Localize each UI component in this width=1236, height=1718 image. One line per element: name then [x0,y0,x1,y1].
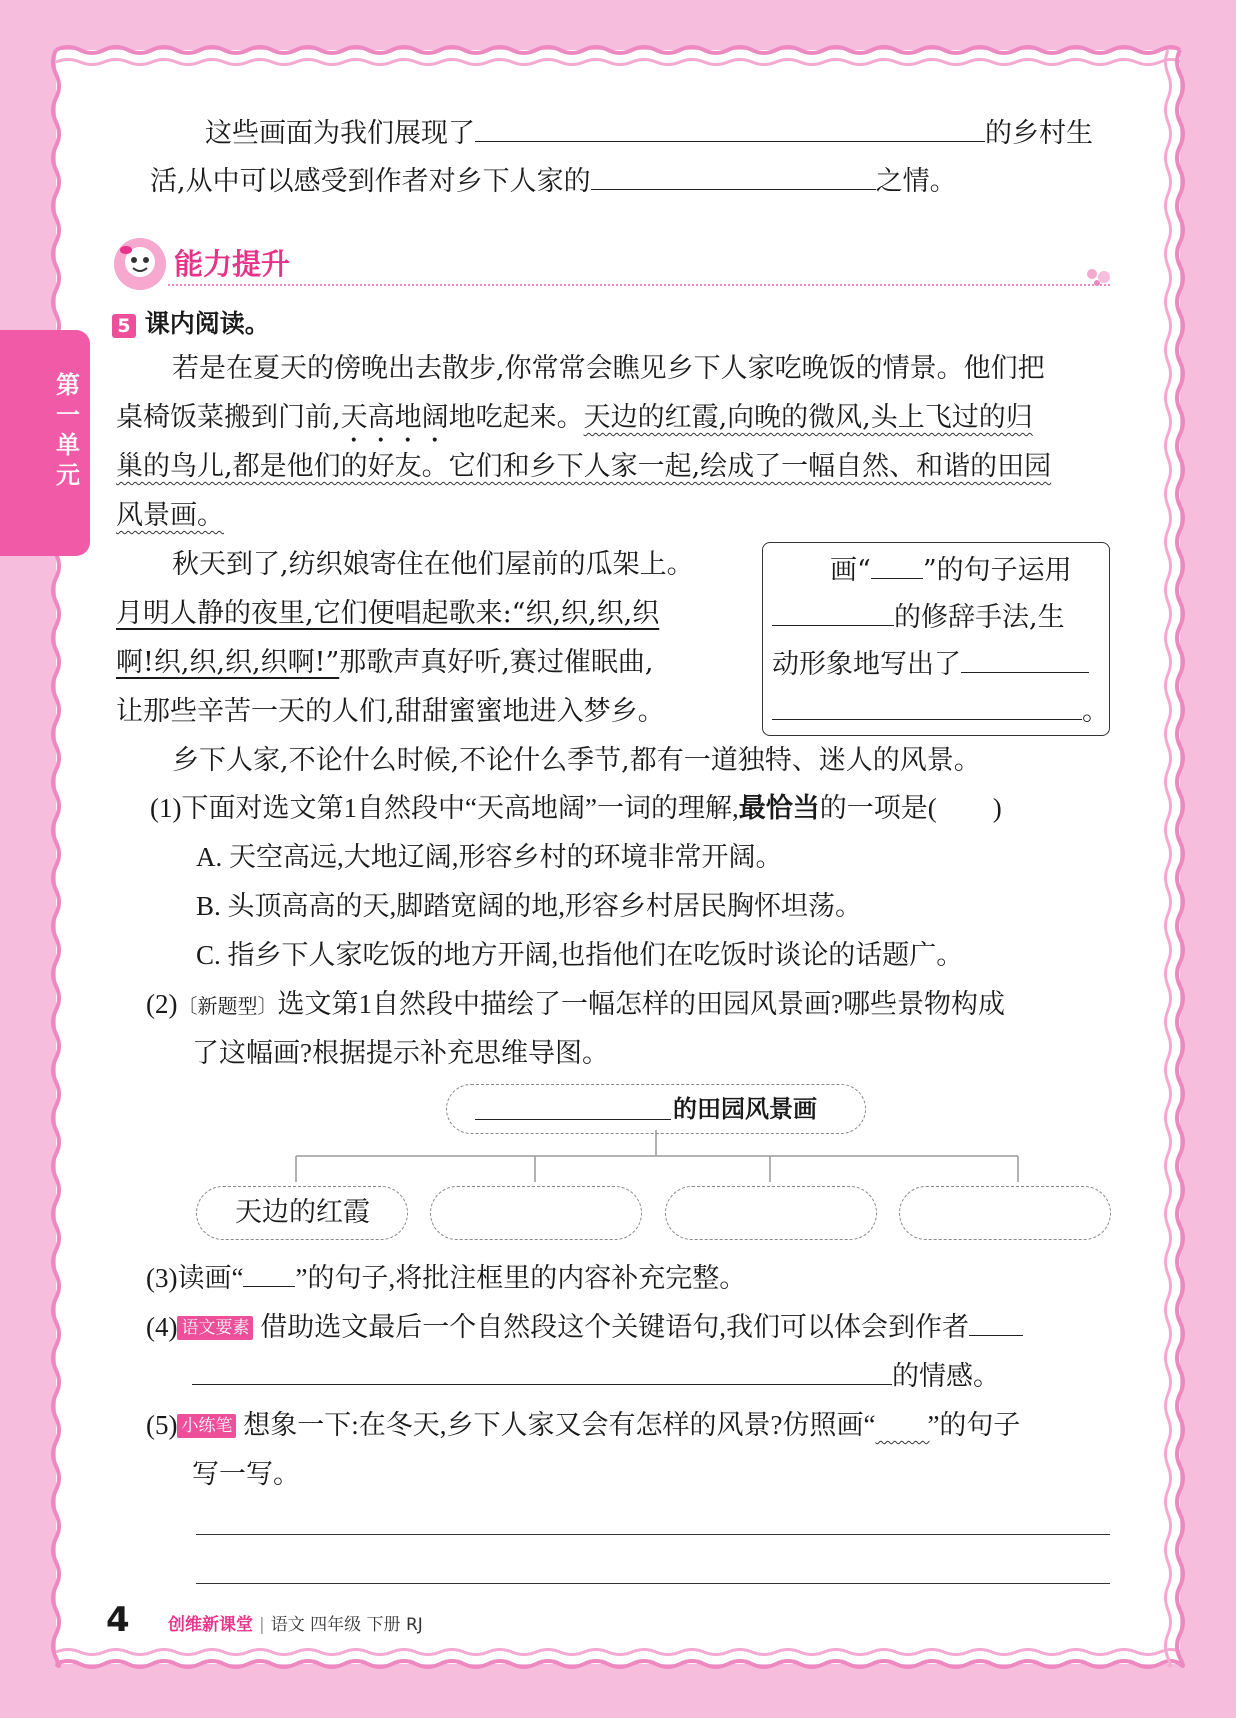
question-text: ”的句子,将批注框里的内容补充完整。 [295,1263,747,1293]
question-number: (5) [146,1410,178,1440]
answer-blank[interactable] [772,719,1082,720]
writing-line-2[interactable] [196,1583,1110,1584]
answer-blank[interactable] [591,189,876,190]
question-number: (2) [146,989,178,1019]
writing-line-1[interactable] [196,1534,1110,1535]
answer-blank[interactable] [961,672,1089,673]
mindmap-child-4[interactable] [899,1186,1111,1240]
mindmap-child-3[interactable] [665,1186,877,1240]
intro-line-2 [150,165,957,199]
unit-side-tab [0,330,90,556]
option-c[interactable]: C. 指乡下人家吃饭的地方开阔,也指他们在吃饭时谈论的话题广。 [196,940,964,970]
decor-dots-icon [1082,266,1114,288]
annotation-text: 。 [1082,696,1109,727]
question-text: (3)读画“ [146,1263,244,1293]
question-text: 借助选文最后一个自然段这个关键语句,我们可以体会到作者 [260,1312,969,1342]
wavy-underlined-sentence: 天边的红霞,向晚的微风,头上飞过的归 [583,402,1033,433]
annotation-text: 画“ [830,555,871,586]
intro-line-1 [205,117,1093,151]
passage-text: 那歌声真好听,赛过催眠曲, [339,647,654,678]
line-marker [243,1286,295,1287]
question-3 [146,1261,746,1295]
annotation-line2 [772,601,1065,635]
annotation-line1 [830,554,1072,588]
intro-text: 的乡村生 [985,118,1093,149]
mindmap-child-2[interactable] [430,1186,642,1240]
answer-blank[interactable] [192,1384,892,1385]
page-number: 4 [106,1600,130,1640]
question-5-header [112,309,270,339]
emphasis-text: 最恰当 [738,793,820,823]
mindmap-connectors [190,1130,1120,1190]
mindmap-child-1 [196,1186,408,1240]
passage-p2-line2: 月明人静的夜里,它们便唱起歌来:“织,织,织,织 [116,598,660,629]
annotation-text: 动形象地写出了 [772,649,961,680]
question-4-line2 [192,1359,1000,1393]
question-5-title: 课内阅读。 [144,309,270,338]
answer-blank[interactable] [772,625,894,626]
question-text: (1)下面对选文第1自然段中“天高地阔”一词的理解, [150,793,739,823]
question-4-line1 [146,1310,1023,1344]
question-number: (4) [146,1312,178,1342]
passage-p2-line4: 让那些辛苦一天的人们,甜甜蜜蜜地进入梦乡。 [116,696,665,727]
dotted-word: 天高地阔 [340,402,449,433]
intro-text: 这些画面为我们展现了 [205,118,475,149]
language-element-tag: 语文要素 [177,1316,253,1340]
passage-p1-line3: 巢的鸟儿,都是他们的好友。它们和乡下人家一起,绘成了一幅自然、和谐的田园 [116,451,1052,482]
passage-text: 地吃起来。 [448,402,584,433]
new-type-tag: 〔新题型〕 [177,994,278,1018]
passage-text: 桌椅饭菜搬到门前, [116,402,341,433]
question-number-badge: 5 [112,314,136,338]
passage-p1-line2 [116,401,1033,449]
mindmap-root [446,1084,866,1134]
annotation-line3 [772,648,1089,682]
question-text: 选文第1自然段中描绘了一幅怎样的田园风景画?哪些景物构成 [277,989,1005,1019]
annotation-text: ”的句子运用 [922,555,1072,586]
answer-blank[interactable] [969,1335,1023,1336]
question-text: 的情感。 [892,1361,1000,1391]
annotation-text: 的修辞手法,生 [894,602,1065,633]
answer-blank[interactable] [475,141,985,142]
section-divider [168,284,1110,286]
passage-p1-line4: 风景画。 [116,500,224,531]
passage-p2-line3 [116,646,653,680]
question-1-stem [150,791,1002,825]
underlined-sentence: 啊!织,织,织,织啊!” [116,647,340,678]
practice-tag: 小练笔 [177,1414,236,1438]
section-title: 能力提升 [174,247,291,281]
question-text: 的一项是( [819,793,937,823]
question-2-line1 [146,987,1005,1023]
intro-text: 活,从中可以感受到作者对乡下人家的 [150,166,591,197]
option-b[interactable]: B. 头顶高高的天,脚踏宽阔的地,形容乡村居民胸怀坦荡。 [196,891,863,921]
question-text: ”的句子 [927,1410,1021,1440]
answer-blank[interactable] [475,1119,671,1120]
footer-brand: 创维新课堂 [168,1615,253,1635]
wavy-line-marker: ​ [875,1410,930,1440]
footer-book-info: 语文 四年级 下册 RJ [270,1615,423,1635]
question-5-line1 [146,1408,1020,1442]
passage-p2-line1: 秋天到了,纺织娘寄住在他们屋前的瓜架上。 [172,549,694,580]
intro-text: 之情。 [875,166,957,197]
passage-p1-line1: 若是在夏天的傍晚出去散步,你常常会瞧见乡下人家吃晚饭的情景。他们把 [172,353,1045,384]
question-5-line2: 写一写。 [192,1459,300,1489]
unit-side-tab-label: 第一单元 [56,371,80,489]
annotation-line4 [772,695,1109,729]
question-text: ) [992,793,1002,823]
question-2-line2: 了这幅画?根据提示补充思维导图。 [192,1038,609,1068]
option-a[interactable]: A. 天空高远,大地辽阔,形容乡村的环境非常开阔。 [196,842,783,872]
mindmap-root-label: 的田园风景画 [673,1095,817,1123]
passage-p3: 乡下人家,不论什么时候,不论什么季节,都有一道独特、迷人的风景。 [172,745,981,776]
mindmap-child-label: 天边的红霞 [235,1197,370,1228]
question-text: 想象一下:在冬天,乡下人家又会有怎样的风景?仿照画“ [243,1410,876,1440]
mascot-icon [112,236,168,292]
footer-info: 创维新课堂 | 语文 四年级 下册 RJ [168,1615,423,1635]
answer-blank[interactable] [871,578,923,579]
